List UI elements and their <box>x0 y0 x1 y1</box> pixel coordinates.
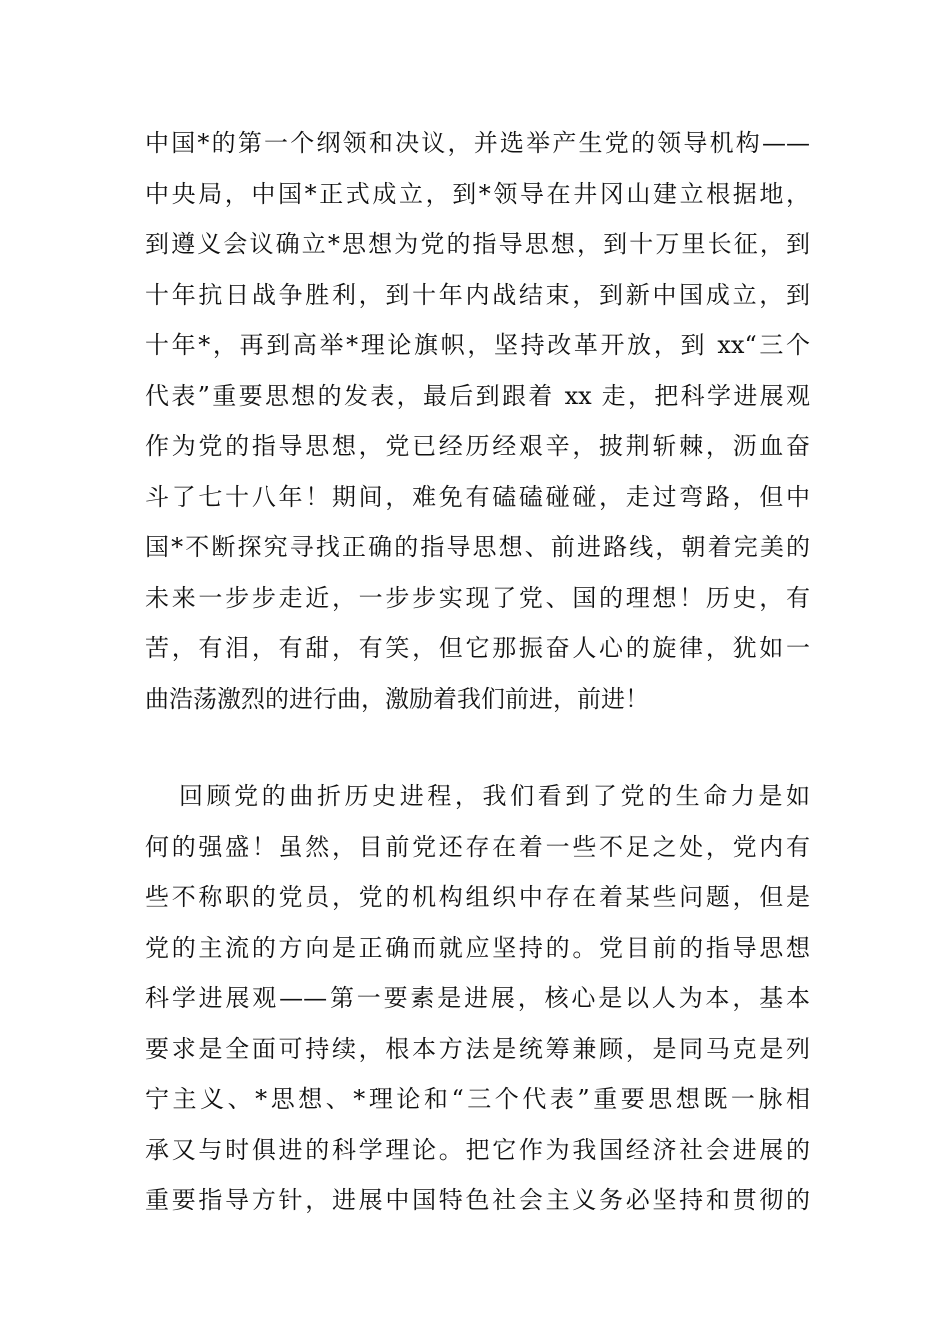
paragraph-line: 要求是全面可持续，根本方法是统筹兼顾，是同马克是列 <box>145 1034 810 1063</box>
paragraph-line: 十年*，再到高举*理论旗帜，坚持改革开放，到 xx“三个 <box>145 331 810 359</box>
paragraph-line: 未来一步步走近，一步步实现了党、国的理想！历史，有 <box>145 583 810 612</box>
paragraph-line: 科学进展观——第一要素是进展，核心是以人为本，基本 <box>145 984 810 1012</box>
paragraph-line: 何的强盛！虽然，目前党还存在着一些不足之处，党内有 <box>145 832 810 861</box>
paragraph-line: 苦，有泪，有甜，有笑，但它那振奋人心的旋律，犹如一 <box>145 634 810 662</box>
paragraph-line: 重要指导方针，进展中国特色社会主义务必坚持和贯彻的 <box>145 1186 810 1214</box>
paragraph-line: 中央局，中国*正式成立，到*领导在井冈山建立根据地， <box>145 179 810 208</box>
paragraph-line: 曲浩荡激烈的进行曲，激励着我们前进，前进！ <box>145 684 649 713</box>
paragraph-line: 中国*的第一个纲领和决议，并选举产生党的领导机构—— <box>145 129 810 157</box>
paragraph-line: 斗了七十八年！期间，难免有磕磕碰碰，走过弯路，但中 <box>145 482 810 511</box>
paragraph-line: 些不称职的党员，党的机构组织中存在着某些问题，但是 <box>145 883 810 911</box>
paragraph-line: 十年抗日战争胜利，到十年内战结束，到新中国成立，到 <box>145 280 810 309</box>
paragraph-line: 国*不断探究寻找正确的指导思想、前进路线，朝着完美的 <box>145 533 810 561</box>
paragraph-line: 到遵义会议确立*思想为党的指导思想，到十万里长征，到 <box>145 230 810 258</box>
paragraph-line: 代表”重要思想的发表，最后到跟着 xx 走，把科学进展观 <box>145 381 810 410</box>
paragraph-line: 回顾党的曲折历史进程，我们看到了党的生命力是如 <box>179 782 810 810</box>
paragraph-line: 党的主流的方向是正确而就应坚持的。党目前的指导思想 <box>145 933 810 962</box>
paragraph-1 <box>145 118 810 724</box>
paragraph-line: 作为党的指导思想，党已经历经艰辛，披荆斩棘，沥血奋 <box>145 432 810 460</box>
paragraph-line: 宁主义、*思想、*理论和“三个代表”重要思想既一脉相 <box>145 1085 810 1113</box>
paragraph-line: 承又与时俱进的科学理论。把它作为我国经济社会进展的 <box>145 1135 810 1164</box>
paragraph-2 <box>145 771 810 1226</box>
